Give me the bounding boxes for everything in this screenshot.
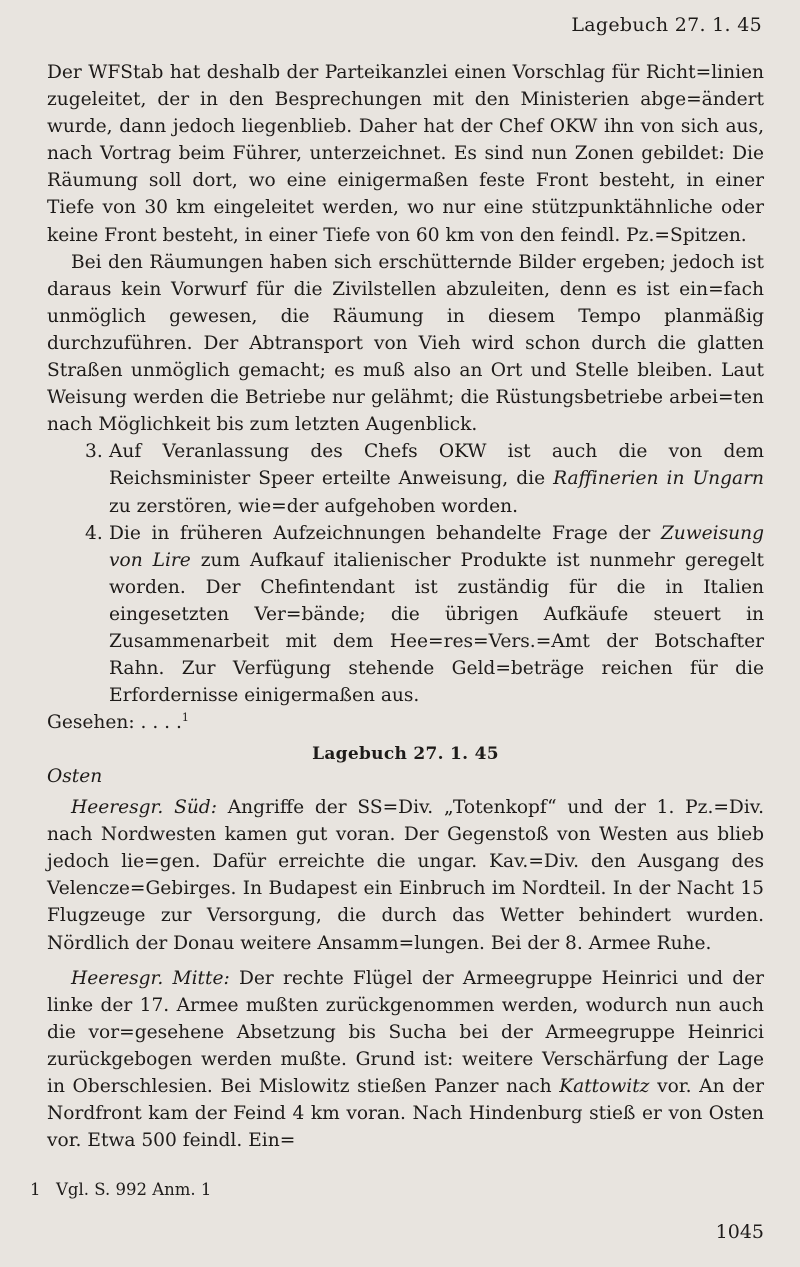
paragraph-evacuation: Bei den Räumungen haben sich erschütternde Bilder ergeben; jedoch ist daraus kein Vorwurf für die Zivilstellen abzuleiten, denn es ist ein=fach unmöglich gewesen, die Räumung in diesem Tempo planmäßig durchzuführen. Der Abtransport von Vieh wird schon durch die glatten Straßen unmöglich gemacht; es muß also an Ort und Stelle bleiben. Laut Weisung werden die Betriebe nur gelähmt; die Rüstungsbetriebe arbei=ten nach Möglichkeit bis zum letzten Augenblick. [47,251,764,436]
list-item-3: 3. Auf Veranlassung des Chefs OKW ist auch die von dem Reichsminister Speer erteilte Anweisung, die Raffinerien in Ungarn zu zerstören, wie=der aufgehoben worden. [47,438,764,519]
paragraph-heeresgr-sued: Heeresgr. Süd: Angriffe der SS=Div. „Totenkopf“ und der 1. Pz.=Div. nach Nordwesten kamen gut voran. Der Gegenstoß von Westen aus blieb jedoch lie=gen. Dafür erreichte die ungar. Kav.=Div. den Ausgang des Velencze=Gebirges. In Budapest ein Einbruch im Nordteil. In der Nacht 15 Flugzeuge zur Versorgung, die durch das Wetter behindert wurden. Nördlich der Donau weitere Ansamm=lungen. Bei der 8. Armee Ruhe. [47,797,764,954]
footnote-number: 1 [30,1180,41,1199]
top-text-block [47,59,764,736]
footnote-marker: 1 [181,711,189,725]
section-heading: Lagebuch 27. 1. 45 [312,744,499,764]
list-number: 4. [85,522,103,544]
lower-text-block [47,763,764,1154]
paragraph-heeresgr-mitte: Heeresgr. Mitte: Der rechte Flügel der Armeegruppe Heinrici und der linke der 17. Armee mußten zurückgenommen werden, wodurch nun auch die vor=gesehene Absetzung bis Sucha bei der Armeegruppe Heinrici zurückgebogen werden mußte. Grund ist: weitere Verschärfung der Lage in Oberschlesien. Bei Mislowitz stießen Panzer nach Kattowitz vor. An der Nordfront kam der Feind 4 km voran. Nach Hindenburg stieß er von Osten vor. Etwa 500 feindl. Ein= [47,967,765,1152]
paragraph-guidelines: Der WFStab hat deshalb der Parteikanzlei einen Vorschlag für Richt=linien zugeleitet, der in den Besprechungen mit den Ministerien abge=ändert wurde, dann jedoch liegenblieb. Daher hat der Chef OKW ihn von sich aus, nach Vortrag beim Führer, unterzeichnet. Es sind nun Zonen gebildet: Die Räumung soll dort, wo eine einigermaßen feste Front besteht, in einer Tiefe von 30 km eingeleitet werden, wo nur eine stützpunktähnliche oder keine Front besteht, in einer Tiefe von 60 km von den feindl. Pz.=Spitzen. [47,62,764,246]
page-number: 1045 [715,1221,764,1243]
footnote-text: Vgl. S. 992 Anm. 1 [56,1180,212,1199]
running-head: Lagebuch 27. 1. 45 [571,14,762,36]
gesehen-line: Gesehen: . . . .$^1$ [47,711,189,734]
osten-label: Osten [47,766,103,787]
footnote [30,1180,211,1199]
list-number: 3. [85,441,103,463]
list-item-4: 4. Die in früheren Aufzeichnungen behandelte Frage der Zuweisung von Lire zum Aufkauf italienischer Produkte ist nunmehr geregelt worden. Der Chefintendant ist zuständig für die in Italien eingesetzten Ver=bände; die übrigen Aufkäufe steuert in Zusammenarbeit mit dem Hee=res=Vers.=Amt der Botschafter Rahn. Zur Verfügung stehende Geld=beträge reichen für die Erfordernisse einigermaßen aus. [47,520,764,710]
